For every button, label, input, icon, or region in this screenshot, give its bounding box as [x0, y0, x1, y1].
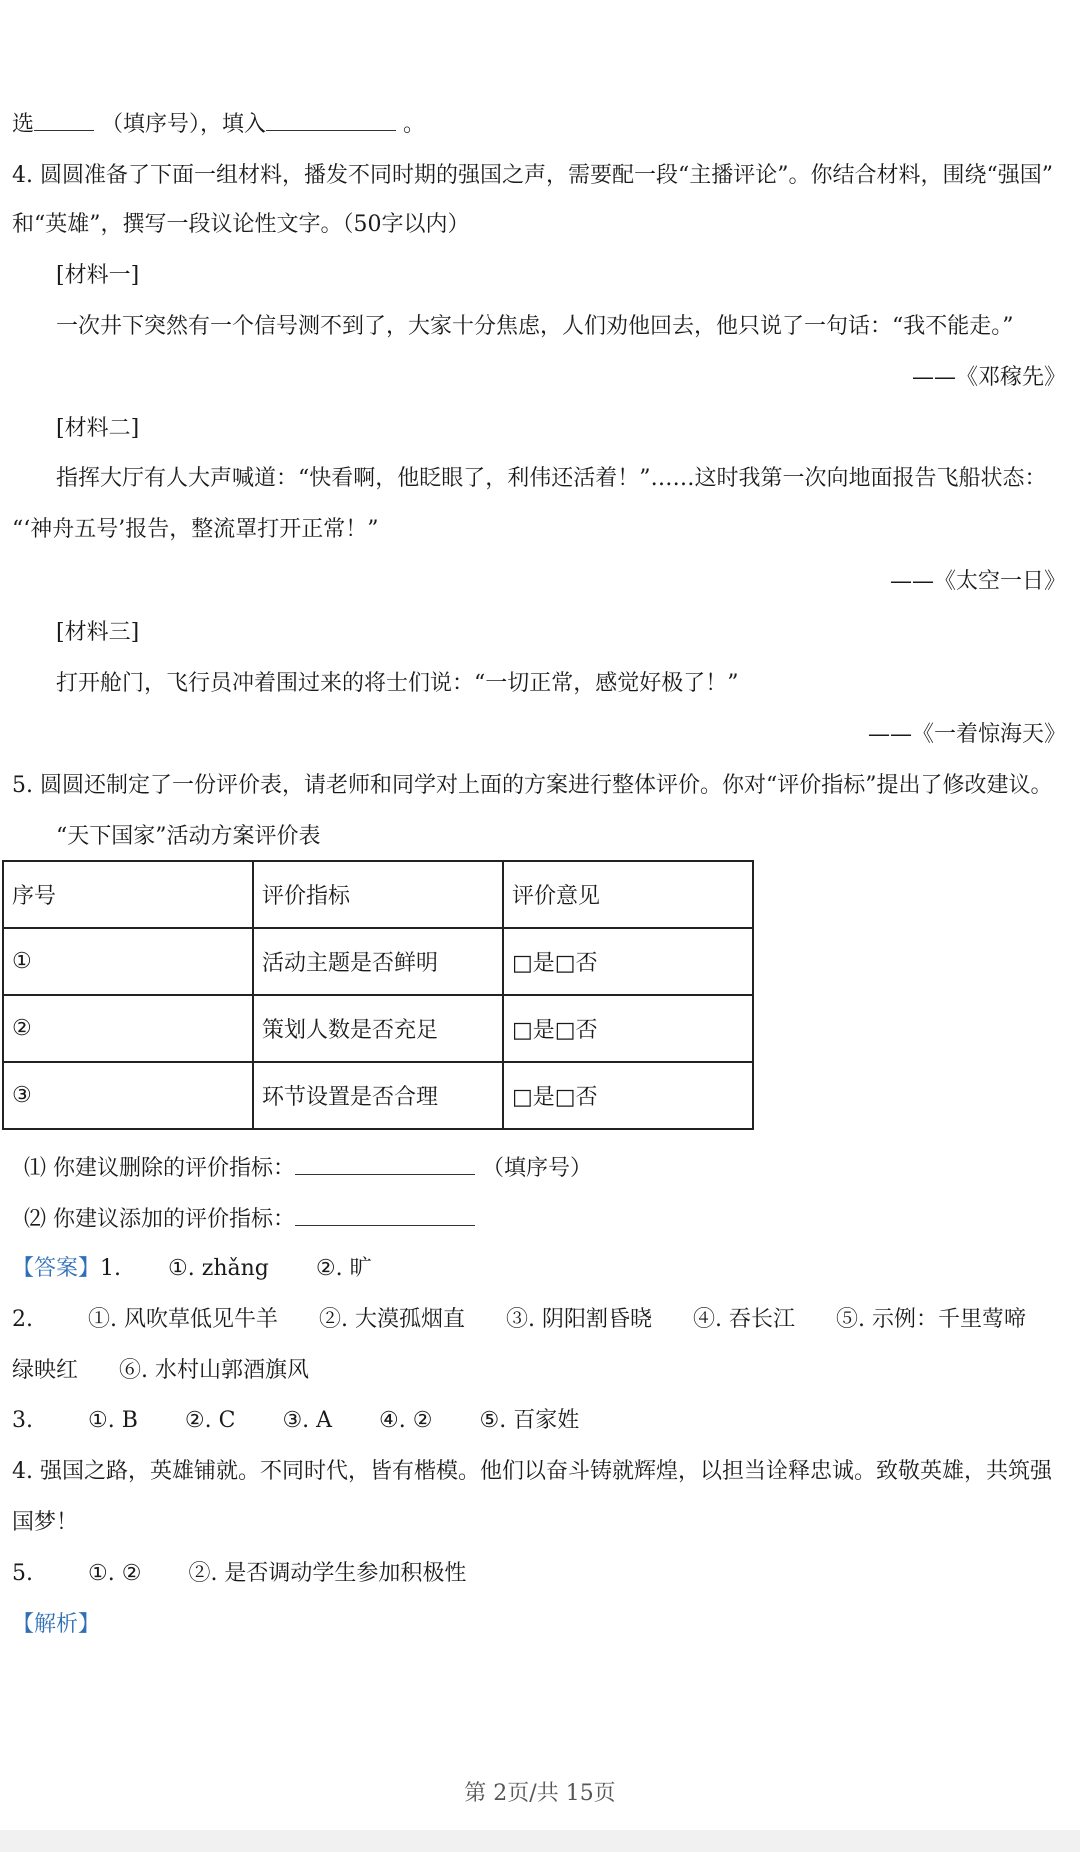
material-2-text: 指挥大厅有人大声喊道：“快看啊，他眨眼了，利伟还活着！”……这时我第一次向地面报告飞船状态：: [56, 466, 1047, 491]
text: 3.: [12, 1408, 33, 1433]
material-2-source: ——《太空一日》: [889, 569, 1066, 594]
answer-line-4: 4. 强国之路，英雄铺就。不同时代，皆有楷模。他们以奋斗铸就辉煌，以担当诠释忠诚。致敬英雄，共筑强: [12, 1459, 1052, 1484]
answer-line-2-cont: [12, 1356, 1070, 1386]
sub-question-1: [24, 1152, 1070, 1184]
table-cell: □是□否: [503, 1062, 753, 1129]
material-3-text: 打开舱门，飞行员冲着围过来的将士们说：“一切正常，感觉好极了！”: [56, 671, 739, 696]
answer-line-5: [12, 1559, 1070, 1589]
table-cell: □是□否: [503, 995, 753, 1062]
text: ⑥. 水村山郭酒旗风: [119, 1358, 310, 1383]
answer-label: 【答案】: [12, 1256, 101, 1281]
text: ④. ②: [379, 1408, 433, 1433]
text: ⑴ 你建议删除的评价指标：: [24, 1156, 295, 1181]
blank-line: [295, 1152, 475, 1175]
text: （填序号），填入: [101, 112, 267, 137]
fill-blank-line: [12, 108, 1070, 140]
material-3-heading: [材料三]: [56, 620, 140, 645]
question-4-prompt-cont: 和“英雄”，撰写一段议论性文字。（50字以内）: [12, 212, 470, 237]
text: ②. C: [184, 1408, 236, 1433]
text: 。: [403, 112, 426, 137]
text: ④. 吞长江: [693, 1307, 795, 1332]
text: 1.: [100, 1256, 122, 1281]
table-row: [3, 928, 753, 995]
material-2-text-cont: “‘神舟五号’报告，整流罩打开正常！”: [12, 517, 379, 542]
text: ②. 旷: [315, 1256, 372, 1281]
text: 绿映红: [12, 1358, 79, 1383]
text: 选: [12, 112, 35, 137]
answer-line-2: [12, 1305, 1070, 1335]
analysis-label: 【解析】: [12, 1612, 101, 1637]
table-cell: 环节设置是否合理: [253, 1062, 503, 1129]
text: ⑤. 百家姓: [479, 1408, 580, 1433]
text: ①. 风吹草低见牛羊: [88, 1307, 278, 1332]
table-cell: ①: [3, 928, 253, 995]
text: ③. 阴阳割昏晓: [506, 1307, 652, 1332]
question-4-prompt: 4. 圆圆准备了下面一组材料，播发不同时期的强国之声，需要配一段“主播评论”。你结合材料，围绕“强国”: [12, 163, 1053, 188]
material-2-heading: [材料二]: [56, 416, 140, 441]
blank-line: [34, 108, 94, 131]
text: ②. 大漠孤烟直: [319, 1307, 465, 1332]
material-3-source: ——《一着惊海天》: [867, 722, 1066, 747]
table-row: [3, 1062, 753, 1129]
blank-line: [295, 1203, 475, 1226]
evaluation-table: [2, 860, 754, 1130]
text: ⑵ 你建议添加的评价指标：: [24, 1207, 295, 1232]
text: （填序号）: [482, 1156, 593, 1181]
table-header: 评价指标: [253, 861, 503, 928]
table-cell: 策划人数是否充足: [253, 995, 503, 1062]
table-header: 序号: [3, 861, 253, 928]
table-cell: □是□否: [503, 928, 753, 995]
text: ⑤. 示例：千里莺啼: [836, 1307, 1026, 1332]
text: ①. ②: [88, 1561, 142, 1586]
text: ①. zhǎng: [168, 1256, 269, 1281]
table-caption: “天下国家”活动方案评价表: [56, 824, 321, 849]
material-1-text: 一次井下突然有一个信号测不到了，大家十分焦虑，人们劝他回去，他只说了一句话：“我不能走。”: [56, 314, 1014, 339]
text: 5.: [12, 1561, 33, 1586]
material-1-heading: [材料一]: [56, 263, 140, 288]
table-cell: 活动主题是否鲜明: [253, 928, 503, 995]
page-footer: 第 2页/共 15页: [464, 1781, 616, 1806]
page-bottom-band: [0, 1830, 1080, 1852]
answer-line-1: [12, 1254, 1070, 1284]
text: ①. B: [88, 1408, 138, 1433]
answer-line-3: [12, 1406, 1070, 1436]
text: 2.: [12, 1307, 33, 1332]
table-header: 评价意见: [503, 861, 753, 928]
question-5-prompt: 5. 圆圆还制定了一份评价表，请老师和同学对上面的方案进行整体评价。你对“评价指标”提出了修改建议。: [12, 773, 1053, 798]
table-cell: ②: [3, 995, 253, 1062]
table-header-row: [3, 861, 753, 928]
table-cell: ③: [3, 1062, 253, 1129]
answer-line-4-cont: 国梦！: [12, 1510, 79, 1535]
sub-question-2: [24, 1203, 1070, 1235]
text: ③. A: [282, 1408, 333, 1433]
table-row: [3, 995, 753, 1062]
blank-line: [266, 108, 396, 131]
material-1-source: ——《邓稼先》: [911, 365, 1066, 390]
text: ②. 是否调动学生参加积极性: [188, 1561, 467, 1586]
